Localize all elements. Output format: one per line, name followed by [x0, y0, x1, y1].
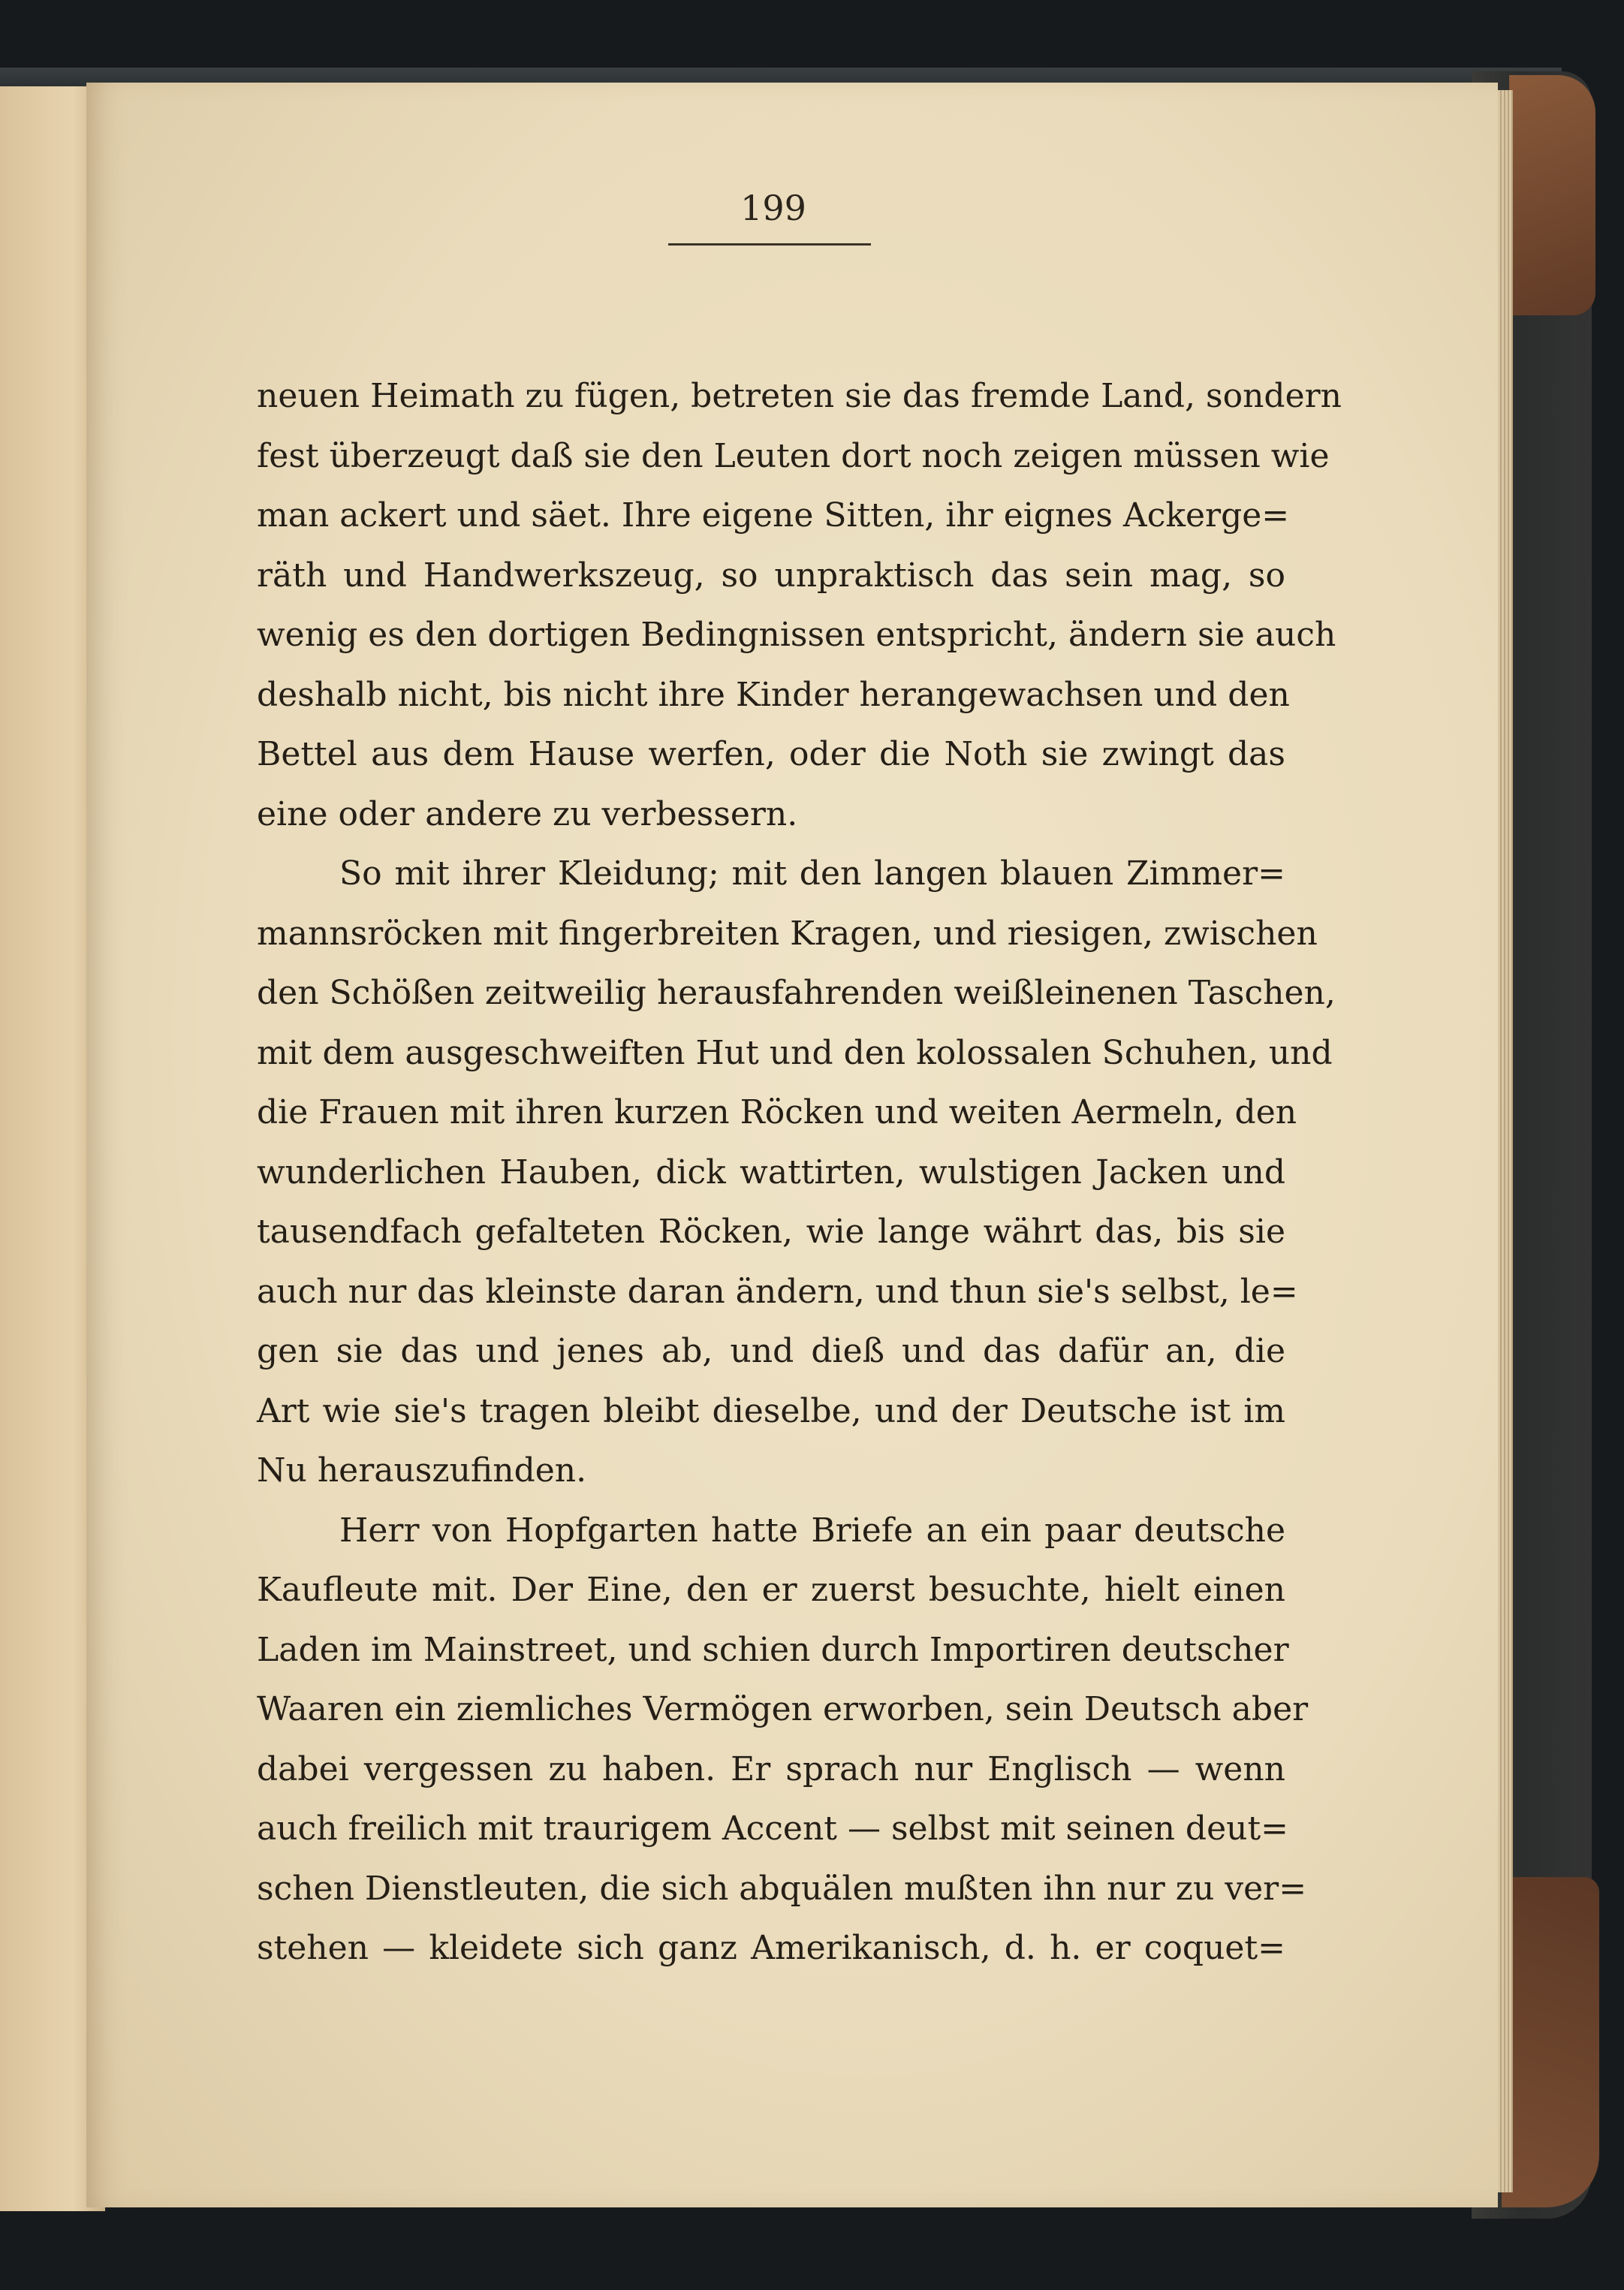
text-line: mannsröcken mit fingerbreiten Kragen, und riesigen, zwischen	[257, 914, 1318, 953]
text-line: man ackert und säet. Ihre eigene Sitten, ihr eignes Ackerge=	[257, 496, 1290, 535]
text-line: die Frauen mit ihren kurzen Röcken und weiten Aermeln, den	[257, 1093, 1297, 1131]
text-line: Laden im Mainstreet, und schien durch Importiren deutscher	[257, 1630, 1289, 1669]
text-line: Herr von Hopfgarten hatte Briefe an ein paar deutsche	[339, 1511, 1285, 1550]
text-line: fest überzeugt daß sie den Leuten dort noch zeigen müssen wie	[257, 436, 1330, 475]
text-line: Kaufleute mit. Der Eine, den er zuerst besuchte, hielt einen	[257, 1571, 1285, 1609]
text-line: wunderlichen Hauben, dick wattirten, wulstigen Jacken und	[257, 1153, 1285, 1192]
leather-corner-bottom	[1502, 1877, 1599, 2207]
text-line: wenig es den dortigen Bedingnissen entspricht, ändern sie auch	[257, 616, 1336, 654]
text-line: eine oder andere zu verbessern.	[257, 794, 798, 833]
text-line: den Schößen zeitweilig herausfahrenden weißleinenen Taschen,	[257, 974, 1336, 1012]
page-text	[257, 366, 1342, 1978]
text-line: So mit ihrer Kleidung; mit den langen blauen Zimmer=	[339, 854, 1285, 893]
text-line: Waaren ein ziemliches Vermögen erworben, sein Deutsch aber	[257, 1690, 1309, 1728]
text-line: deshalb nicht, bis nicht ihre Kinder herangewachsen und den	[257, 675, 1290, 714]
text-line: Nu herauszufinden.	[257, 1451, 587, 1490]
text-line: auch nur das kleinste daran ändern, und thun sie's selbst, le=	[257, 1272, 1298, 1311]
text-line: gen sie das und jenes ab, und dieß und das dafür an, die	[257, 1332, 1285, 1370]
leather-corner-top	[1509, 75, 1595, 315]
text-line: Bettel aus dem Hause werfen, oder die Noth sie zwingt das	[257, 735, 1285, 773]
text-line: mit dem ausgeschweiften Hut und den kolossalen Schuhen, und	[257, 1033, 1333, 1072]
text-line: neuen Heimath zu fügen, betreten sie das fremde Land, sondern	[257, 377, 1342, 415]
text-line: dabei vergessen zu haben. Er sprach nur Englisch — wenn	[257, 1749, 1285, 1788]
page-number: 199	[740, 188, 806, 228]
text-line: stehen — kleidete sich ganz Amerikanisch, d. h. er coquet=	[257, 1929, 1285, 1967]
text-line: Art wie sie's tragen bleibt dieselbe, und der Deutsche ist im	[257, 1391, 1285, 1430]
text-line: auch freilich mit traurigem Accent — selbst mit seinen deut=	[257, 1809, 1288, 1848]
text-line: tausendfach gefalteten Röcken, wie lange währt das, bis sie	[257, 1213, 1285, 1251]
text-line: schen Dienstleuten, die sich abquälen mußten ihn nur zu ver=	[257, 1869, 1307, 1908]
text-line: räth und Handwerkszeug, so unpraktisch das sein mag, so	[257, 556, 1285, 595]
page-number-rule	[668, 243, 871, 246]
